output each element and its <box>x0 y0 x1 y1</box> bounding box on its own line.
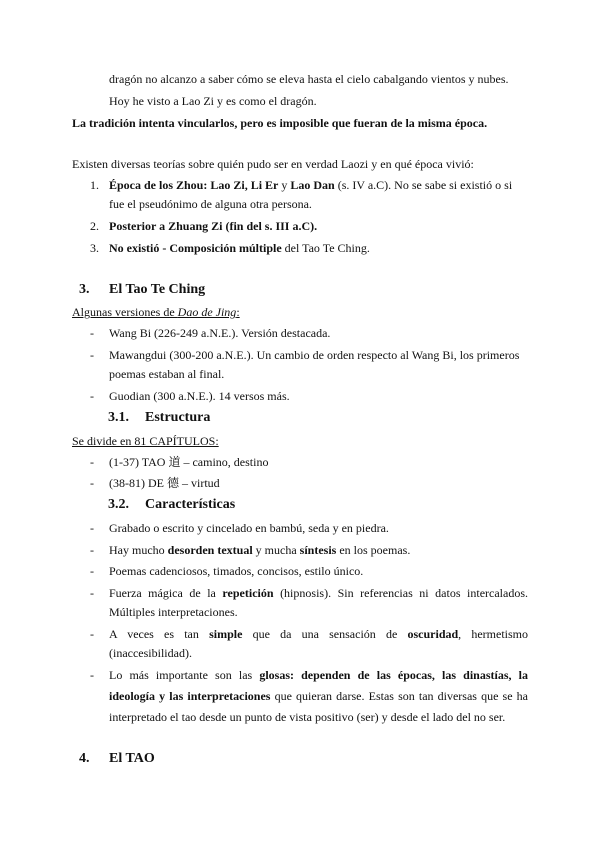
char-2-dash: - <box>90 543 94 557</box>
structure-1-dash: - <box>90 455 94 469</box>
version-1-text: Wang Bi (226-249 a.N.E.). Versión destacada. <box>109 326 331 340</box>
char-5-post: , hermetismo <box>458 627 529 641</box>
section-4-number: 4. <box>79 751 90 766</box>
char-6-dash: - <box>90 668 94 682</box>
structure-label: Se divide en 81 CAPÍTULOS: <box>72 434 219 448</box>
char-6-line-2 <box>109 688 528 704</box>
quote-line-2: Hoy he visto a Lao Zi y es como el dragón. <box>109 94 317 108</box>
subsection-3-2-title: Características <box>145 497 236 512</box>
char-4-pre: Fuerza mágica de la <box>109 586 223 600</box>
theory-2-text: Posterior a Zhuang Zi (fin del s. III a.C). <box>109 219 318 233</box>
char-2-post: en los poemas. <box>336 543 411 557</box>
theories-intro: Existen diversas teorías sobre quién pudo ser en verdad Laozi y en qué época vivió: <box>72 157 474 171</box>
versions-label <box>72 304 240 320</box>
char-4-bold: repetición <box>222 586 274 600</box>
structure-1-text: (1-37) TAO 道 – camino, destino <box>109 455 269 469</box>
char-2-bold-2: síntesis <box>299 543 337 557</box>
char-1-dash: - <box>90 521 94 535</box>
version-3-text: Guodian (300 a.N.E.). 14 versos más. <box>109 389 290 403</box>
quote-line-1: dragón no alcanzo a saber cómo se eleva hasta el cielo cabalgando vientos y nubes. <box>109 72 509 86</box>
theory-1-bold-a: Época de los Zhou: Lao Zi, Li Er <box>109 178 279 192</box>
theory-1-rest: (s. IV a.C). No se sabe si existió o si <box>334 178 513 192</box>
char-5-bold-1: simple <box>209 627 243 641</box>
theory-1-number: 1. <box>90 178 99 192</box>
theory-1-mid: y <box>278 178 291 192</box>
structure-2-text: (38-81) DE 德 – virtud <box>109 476 220 490</box>
char-2-mid: y mucha <box>252 543 300 557</box>
structure-2-dash: - <box>90 476 94 490</box>
version-2-dash: - <box>90 348 94 362</box>
theory-3-bold: No existió - Composición múltiple <box>109 241 282 255</box>
subsection-3-1-title: Estructura <box>145 410 211 425</box>
version-3-dash: - <box>90 389 94 403</box>
version-2-line-2: poemas estaban al final. <box>109 367 225 381</box>
char-6-line-2-post: que quieran darse. Estas son tan diversas que se ha <box>270 689 528 703</box>
versions-label-italic: Dao de Jing <box>177 305 237 319</box>
char-4-dash: - <box>90 586 94 600</box>
section-3-number: 3. <box>79 282 90 297</box>
theory-3-rest: del Tao Te Ching. <box>281 241 370 255</box>
theory-2-number: 2. <box>90 219 99 233</box>
char-5-dash: - <box>90 627 94 641</box>
char-5-text <box>109 626 528 642</box>
theory-1-bold-b: Lao Dan <box>290 178 335 192</box>
section-3-title: El Tao Te Ching <box>109 282 206 297</box>
versions-label-pre: Algunas versiones de <box>72 305 178 319</box>
char-5-mid: que da una sensación de <box>242 627 408 641</box>
char-5-pre: A veces es tan <box>109 627 210 641</box>
tradition-note: La tradición intenta vincularlos, pero es imposible que fueran de la misma época. <box>72 116 488 130</box>
char-4-line-2: Múltiples interpretaciones. <box>109 605 238 619</box>
char-5-line-2: (inaccesibilidad). <box>109 646 192 660</box>
char-3-dash: - <box>90 564 94 578</box>
char-6-line-3: interpretado el tao desde un punto de vista positivo (ser) y desde el lado del no ser. <box>109 710 506 724</box>
char-2-bold-1: desorden textual <box>167 543 253 557</box>
theory-1-line-2: fue el pseudónimo de alguna otra persona. <box>109 197 312 211</box>
section-4-title: El TAO <box>109 751 155 766</box>
theory-3-text <box>109 240 370 256</box>
char-4-text <box>109 585 528 601</box>
char-6-bold-2: ideología y las interpretaciones <box>109 689 271 703</box>
version-2-text: Mawangdui (300-200 a.N.E.). Un cambio de orden respecto al Wang Bi, los primeros <box>109 348 520 362</box>
char-3-text: Poemas cadenciosos, timados, concisos, estilo único. <box>109 564 364 578</box>
theory-1-text <box>109 177 512 193</box>
subsection-3-1-number: 3.1. <box>108 410 129 425</box>
char-4-post: (hipnosis). Sin referencias ni datos intercalados. <box>273 586 528 600</box>
char-2-pre: Hay mucho <box>109 543 168 557</box>
versions-label-post: : <box>236 305 240 319</box>
char-6-bold-1: glosas: dependen de las épocas, las dinastías, la <box>259 668 528 682</box>
char-6-text <box>109 667 528 683</box>
char-5-bold-2: oscuridad <box>407 627 459 641</box>
char-2-text <box>109 542 410 558</box>
subsection-3-2-number: 3.2. <box>108 497 129 512</box>
version-1-dash: - <box>90 326 94 340</box>
char-1-text: Grabado o escrito y cincelado en bambú, seda y en piedra. <box>109 521 389 535</box>
theory-3-number: 3. <box>90 241 99 255</box>
char-6-pre: Lo más importante son las <box>109 668 260 682</box>
